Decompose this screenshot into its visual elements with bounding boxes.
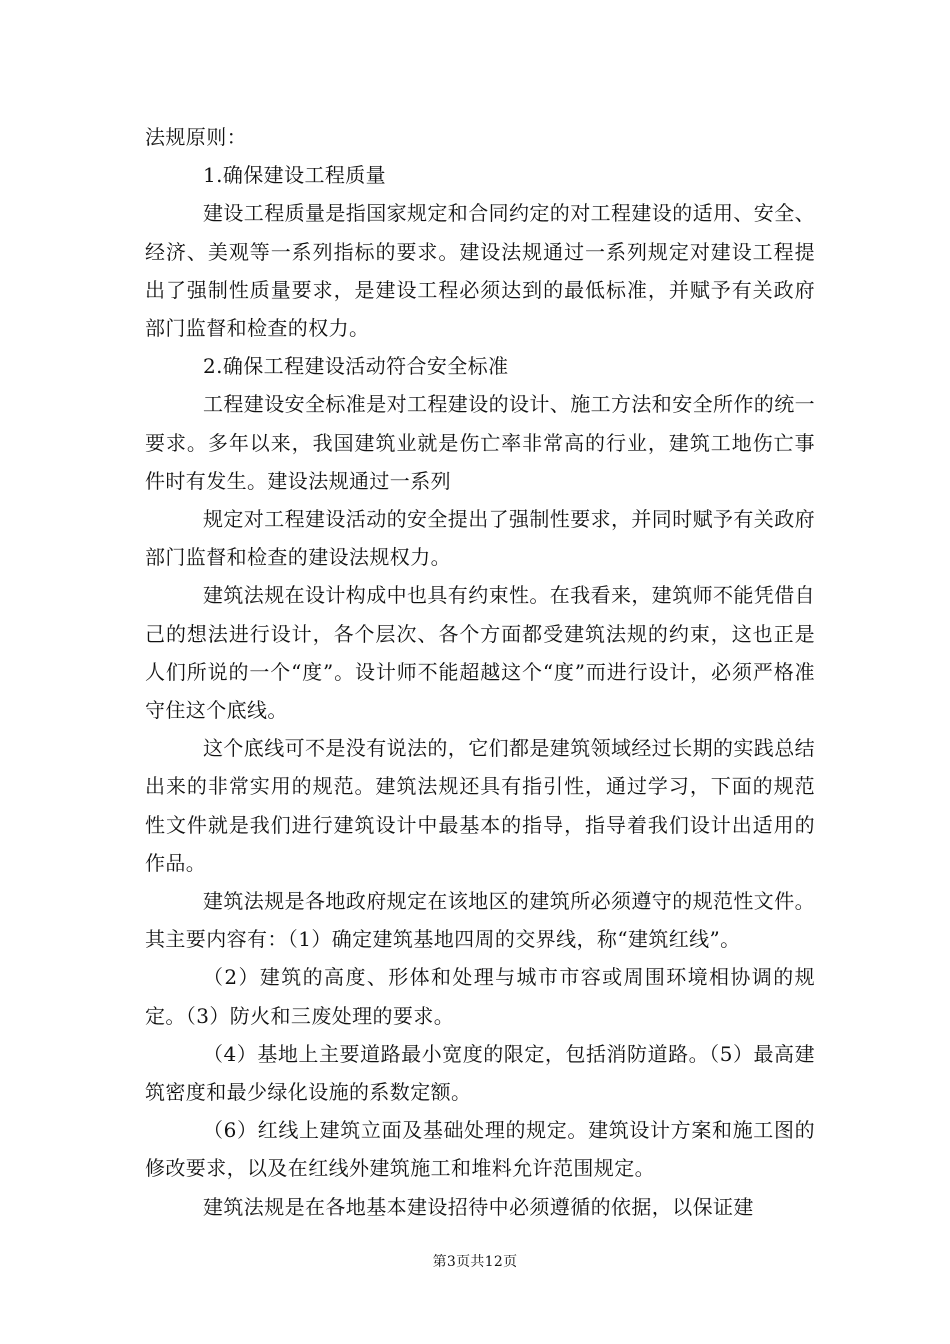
paragraph-bottom-line: 这个底线可不是没有说法的，它们都是建筑领域经过长期的实践总结出来的非常实用的规范。建筑法规还具有指引性，通过学习，下面的规范性文件就是我们进行建筑设计中最基本的指导，指导着我们设计出适用的作品。 (145, 736, 815, 875)
paragraph-closing: 建筑法规是在各地基本建设招待中必须遵循的依据，以保证建 (203, 1194, 754, 1219)
paragraph-items-4-5: （4）基地上主要道路最小宽度的限定，包括消防道路。（5）最高建筑密度和最少绿化设施的系数定额。 (145, 1041, 815, 1105)
paragraph-quality: 建设工程质量是指国家规定和合同约定的对工程建设的适用、安全、经济、美观等一系列指标的要求。建设法规通过一系列规定对建设工程提出了强制性质量要求，是建设工程必须达到的最低标准，并赋予有关政府部门监督和检查的权力。 (145, 201, 815, 341)
page-footer: 第3页共12页 (432, 1254, 518, 1270)
paragraph-constraint: 建筑法规在设计构成中也具有约束性。在我看来，建筑师不能凭借自己的想法进行设计，各个层次、各个方面都受建筑法规的约束，这也正是人们所说的一个“度”。设计师不能超越这个“度”而进行设计，必须严格准守住这个底线。 (145, 583, 815, 723)
paragraph-safety-continued: 规定对工程建设活动的安全提出了强制性要求，并同时赋予有关政府部门监督和检查的建设法规权力。 (145, 507, 815, 570)
paragraph-safety: 工程建设安全标准是对工程建设的设计、施工方法和安全所作的统一要求。多年以来，我国建筑业就是伤亡率非常高的行业，建筑工地伤亡事件时有发生。建设法规通过一系列 (145, 392, 815, 493)
paragraph-items-2-3: （2）建筑的高度、形体和处理与城市市容或周围环境相协调的规定。（3）防火和三废处理的要求。 (145, 965, 815, 1028)
paragraph-item-1-title: 1.确保建设工程质量 (203, 163, 387, 188)
paragraph-item-2-title: 2.确保工程建设活动符合安全标准 (203, 354, 509, 379)
paragraph-item-6: （6）红线上建筑立面及基础处理的规定。建筑设计方案和施工图的修改要求，以及在红线外建筑施工和堆料允许范围规定。 (145, 1118, 815, 1181)
paragraph-heading: 法规原则： (145, 125, 247, 149)
paragraph-regulation-contents: 建筑法规是各地政府规定在该地区的建筑所必须遵守的规范性文件。其主要内容有：（1）确定建筑基地四周的交界线，称“建筑红线”。 (145, 889, 815, 952)
document-body (145, 118, 815, 1226)
